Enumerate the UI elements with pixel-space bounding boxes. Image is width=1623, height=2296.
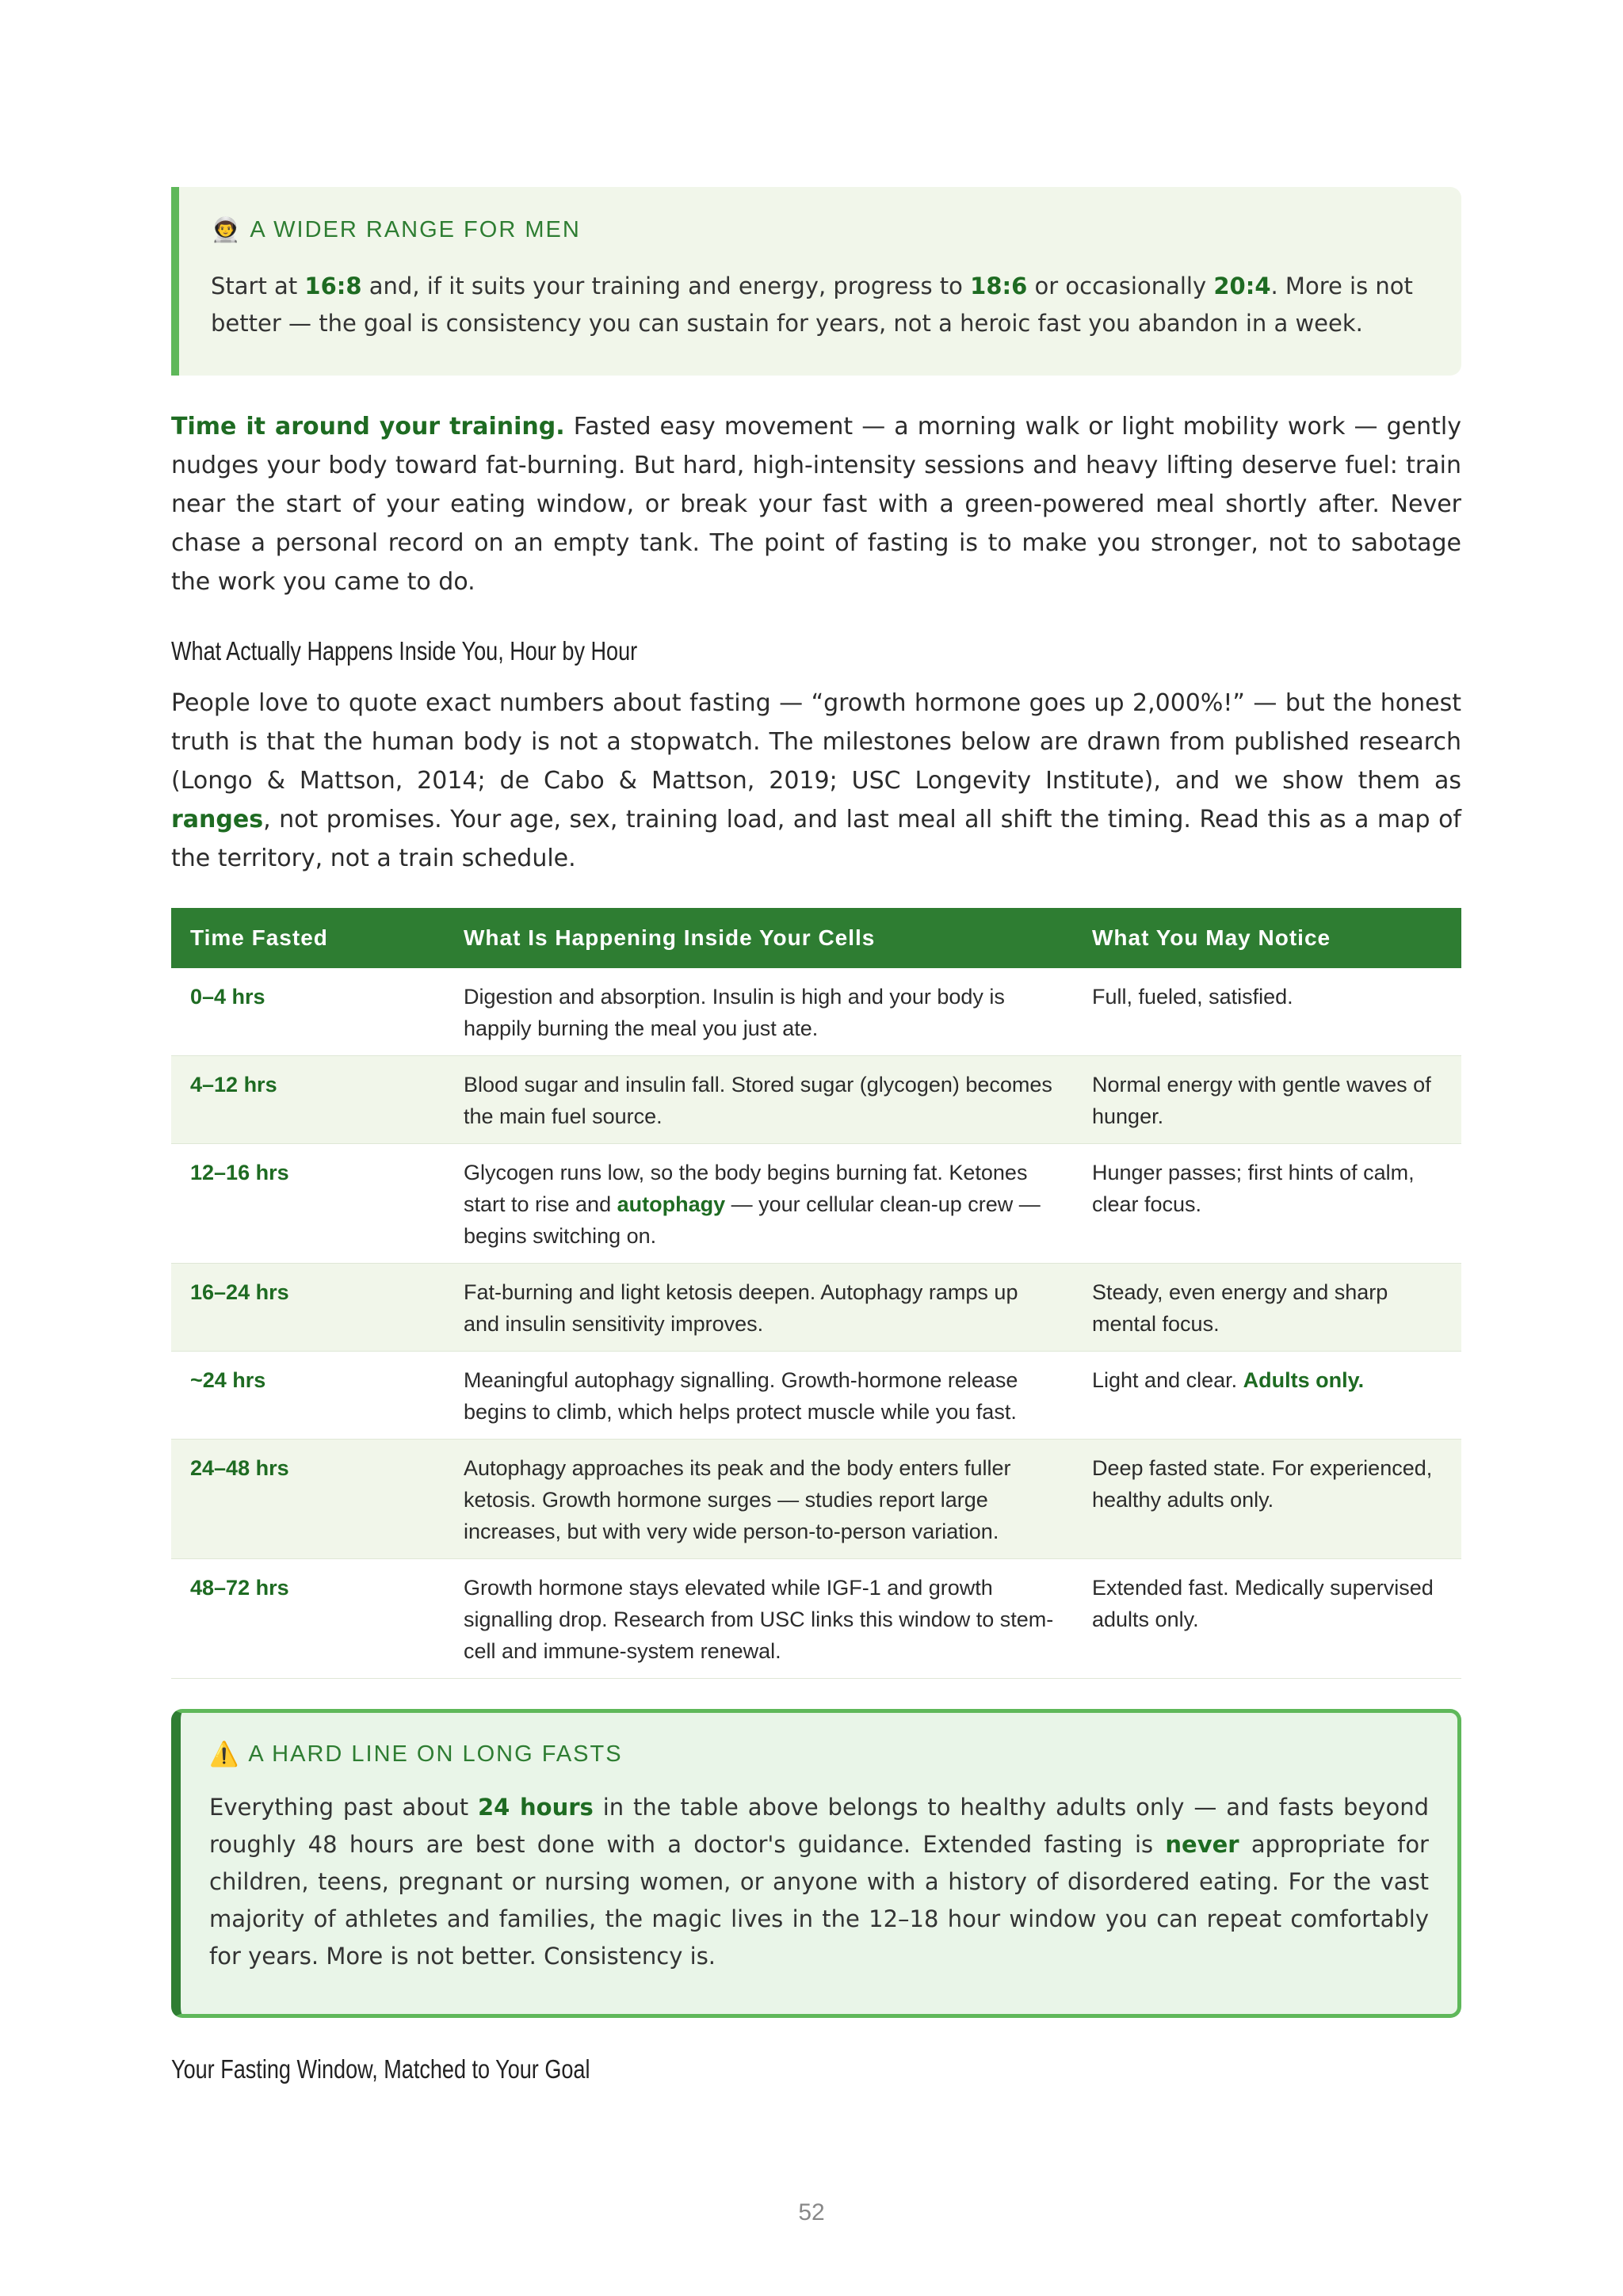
emphasis-autophagy: autophagy bbox=[617, 1192, 726, 1216]
training-paragraph bbox=[171, 407, 1461, 601]
intro-paragraph bbox=[171, 684, 1461, 878]
cell-cells: Blood sugar and insulin fall. Stored sugar (glycogen) becomes the main fuel source. bbox=[445, 1056, 1073, 1144]
section-heading-hour-by-hour: What Actually Happens Inside You, Hour by Hour bbox=[171, 636, 638, 666]
text: . More is not better — the goal is consistency you can sustain for years, not a heroic fast you abandon in a week. bbox=[211, 273, 1413, 337]
cell-cells: Fat-burning and light ketosis deepen. Autophagy ramps up and insulin sensitivity improves. bbox=[445, 1264, 1073, 1352]
cell-cells: Growth hormone stays elevated while IGF-1 and growth signalling drop. Research from USC links this window to stem-cell and immune-system renewal. bbox=[445, 1559, 1073, 1679]
text: — your cellular clean-up crew — begins switching on. bbox=[464, 1192, 1041, 1248]
emphasis-never: never bbox=[1165, 1831, 1239, 1858]
cell-notice: Deep fasted state. For experienced, healthy adults only. bbox=[1073, 1440, 1461, 1559]
section-heading-fasting-window: Your Fasting Window, Matched to Your Goal bbox=[171, 2054, 590, 2084]
cell-cells: Autophagy approaches its peak and the body enters fuller ketosis. Growth hormone surges — studies report large increases, but with very wide person-to-person variation. bbox=[445, 1440, 1073, 1559]
warning-icon: ⚠️ bbox=[209, 1740, 239, 1768]
emphasis-ranges: ranges bbox=[171, 806, 264, 833]
table-row bbox=[171, 1264, 1461, 1352]
astronaut-icon: 👨‍🚀 bbox=[211, 215, 241, 244]
callout-heading bbox=[211, 215, 1430, 244]
callout-heading-text: A HARD LINE ON LONG FASTS bbox=[248, 1741, 623, 1767]
text: People love to quote exact numbers about fasting — “growth hormone goes up 2,000%!” — but the honest truth is that the human body is not a stopwatch. The milestones below are drawn from published research (Longo & Mattson, 2014; de Cabo & Mattson, 2019; USC Longevity Institute), and we show them as bbox=[171, 689, 1461, 795]
text: Start at bbox=[211, 273, 305, 299]
cell-notice: Full, fueled, satisfied. bbox=[1073, 968, 1461, 1056]
callout-hard-line-long-fasts bbox=[171, 1709, 1461, 2018]
page-content bbox=[171, 187, 1461, 2086]
emphasis-24-hours: 24 hours bbox=[477, 1794, 594, 1821]
training-lead: Time it around your training. bbox=[171, 413, 565, 441]
text: or occasionally bbox=[1027, 273, 1214, 299]
callout-wider-range-men bbox=[171, 187, 1461, 376]
cell-cells: Meaningful autophagy signalling. Growth-hormone release begins to climb, which helps protect muscle while you fast. bbox=[445, 1352, 1073, 1440]
page-number: 52 bbox=[798, 2199, 825, 2225]
cell-time: ~24 hrs bbox=[171, 1352, 445, 1440]
cell-time: 24–48 hrs bbox=[171, 1440, 445, 1559]
callout-heading-text: A WIDER RANGE FOR MEN bbox=[250, 216, 581, 242]
ratio-20-4: 20:4 bbox=[1213, 273, 1271, 299]
cell-notice: Steady, even energy and sharp mental focus. bbox=[1073, 1264, 1461, 1352]
text: Glycogen runs low, so the body begins burning fat. Ketones start to rise and bbox=[464, 1161, 1028, 1216]
header-may-notice: What You May Notice bbox=[1073, 908, 1461, 968]
cell-notice: Hunger passes; first hints of calm, clear focus. bbox=[1073, 1144, 1461, 1264]
table-header-row bbox=[171, 908, 1461, 968]
text: and, if it suits your training and energy, progress to bbox=[361, 273, 971, 299]
cell-notice: Normal energy with gentle waves of hunger. bbox=[1073, 1056, 1461, 1144]
cell-cells: Digestion and absorption. Insulin is high and your body is happily burning the meal you just ate. bbox=[445, 968, 1073, 1056]
cell-cells bbox=[445, 1144, 1073, 1264]
header-time-fasted: Time Fasted bbox=[171, 908, 445, 968]
cell-notice: Extended fast. Medically supervised adults only. bbox=[1073, 1559, 1461, 1679]
cell-time: 16–24 hrs bbox=[171, 1264, 445, 1352]
text: , not promises. Your age, sex, training load, and last meal all shift the timing. Read this as a map of the territory, not a train schedule. bbox=[171, 806, 1461, 872]
cell-time: 48–72 hrs bbox=[171, 1559, 445, 1679]
cell-time: 0–4 hrs bbox=[171, 968, 445, 1056]
ratio-16-8: 16:8 bbox=[304, 273, 362, 299]
text: Everything past about bbox=[209, 1794, 478, 1821]
text: in the table above belongs to healthy adults only — and fasts beyond roughly 48 hours are best done with a doctor's guidance. Extended fasting is bbox=[209, 1794, 1429, 1858]
text: Light and clear. bbox=[1092, 1368, 1243, 1392]
cell-time: 4–12 hrs bbox=[171, 1056, 445, 1144]
text: appropriate for children, teens, pregnant or nursing women, or anyone with a history of disordered eating. For the vast majority of athletes and families, the magic lives in the 12–18 hour window you can repeat comfortably for years. More is not better. Consistency is. bbox=[209, 1831, 1429, 1970]
fasting-timeline-table bbox=[171, 908, 1461, 1679]
callout-body bbox=[209, 1789, 1429, 1975]
table-row bbox=[171, 1056, 1461, 1144]
callout-body bbox=[211, 268, 1430, 342]
table-row bbox=[171, 1144, 1461, 1264]
table-row bbox=[171, 1559, 1461, 1679]
table-row bbox=[171, 1352, 1461, 1440]
cell-time: 12–16 hrs bbox=[171, 1144, 445, 1264]
table-row bbox=[171, 1440, 1461, 1559]
callout-heading bbox=[209, 1740, 1429, 1768]
emphasis-adults-only: Adults only. bbox=[1243, 1368, 1365, 1392]
header-inside-cells: What Is Happening Inside Your Cells bbox=[445, 908, 1073, 968]
cell-notice bbox=[1073, 1352, 1461, 1440]
table-row bbox=[171, 968, 1461, 1056]
training-text: Fasted easy movement — a morning walk or light mobility work — gently nudges your body toward fat-burning. But hard, high-intensity sessions and heavy lifting deserve fuel: train near the start of your eating window, or break your fast with a green-powered meal shortly after. Never chase a personal record on an empty tank. The point of fasting is to make you stronger, not to sabotage the work you came to do. bbox=[171, 413, 1461, 596]
ratio-18-6: 18:6 bbox=[970, 273, 1028, 299]
